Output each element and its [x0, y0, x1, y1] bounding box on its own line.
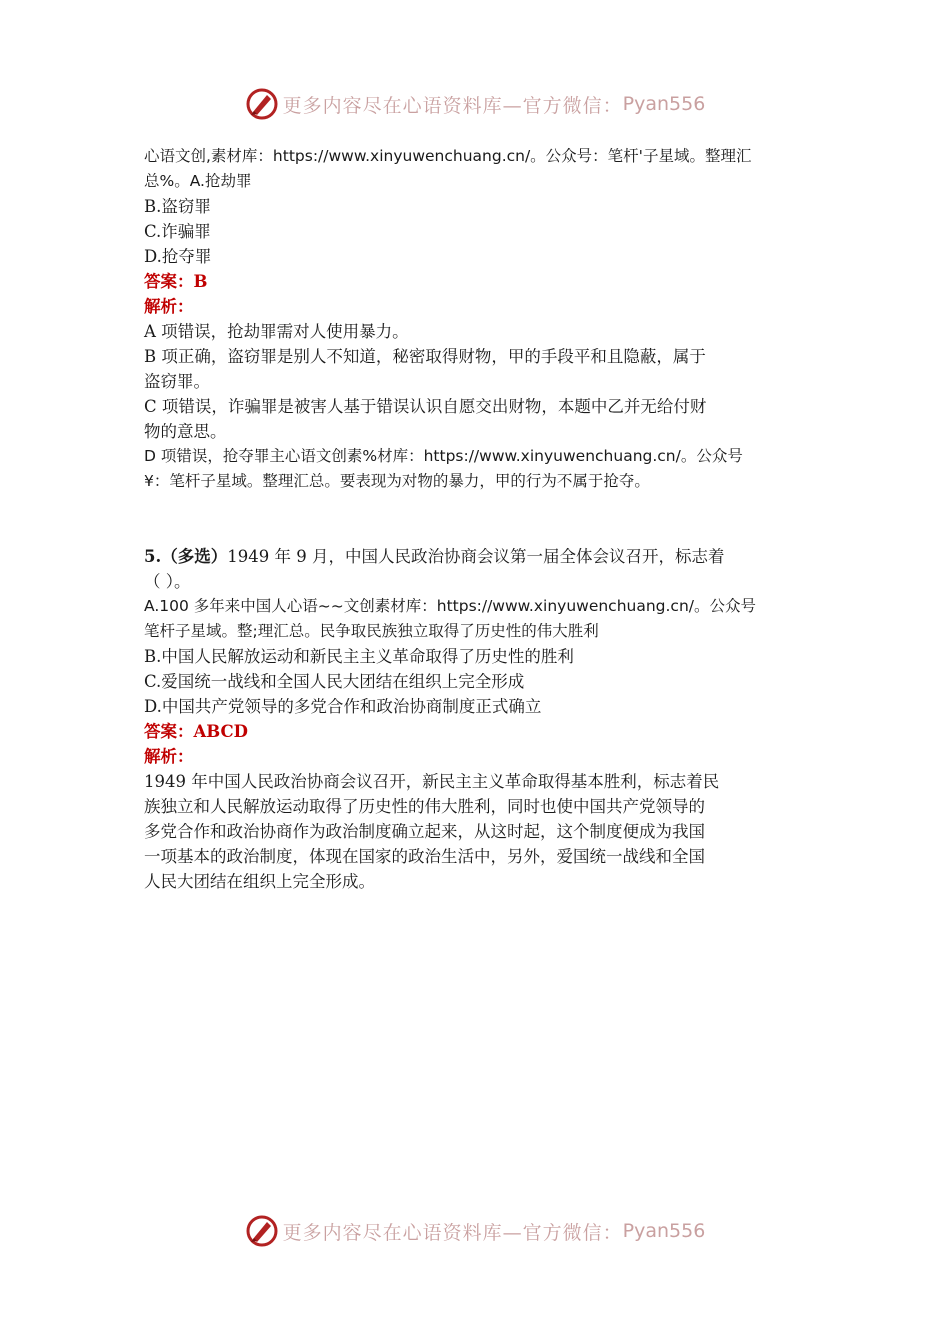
- q5-analysis-line: 族独立和人民解放运动取得了历史性的伟大胜利，同时也使中国共产党领导的: [144, 797, 705, 816]
- q5-stem-line2: （ ）。: [144, 572, 191, 591]
- document-body: [144, 144, 808, 894]
- q5-option-a: A.100 多年来中国人心语~~文创素材库：https://www.xinyuwenchuang.cn/。公众号: [144, 597, 757, 615]
- q5-analysis-line: 人民大团结在组织上完全形成。: [144, 872, 375, 891]
- q4-analysis-line: A 项错误，抢劫罪需对人使用暴力。: [144, 322, 409, 341]
- q4-analysis-label: 解析：: [144, 297, 194, 316]
- q5-option-c: C.爱国统一战线和全国人民大团结在组织上完全形成: [144, 672, 525, 691]
- footer-banner: [0, 1211, 950, 1251]
- q5-analysis-line: 多党合作和政治协商作为政治制度确立起来，从这时起，这个制度便成为我国: [144, 822, 705, 841]
- q4-analysis-line: D 项错误，抢夺罪主心语文创素%材库：https://www.xinyuwenchuang.cn/。公众号: [144, 447, 743, 465]
- banner-wechat-id: Pyan556: [622, 93, 706, 115]
- q5-analysis-line: 一项基本的政治制度，体现在国家的政治生活中，另外，爱国统一战线和全国: [144, 847, 705, 866]
- q5-stem: [144, 544, 808, 569]
- q5-answer: 答案：ABCD: [144, 722, 248, 741]
- q4-option-b: B.盗窃罪: [144, 197, 211, 216]
- q4-analysis-line: C 项错误，诈骗罪是被害人基于错误认识自愿交出财物，本题中乙并无给付财: [144, 397, 707, 416]
- pen-logo-icon: [245, 87, 279, 121]
- header-banner: [0, 84, 950, 124]
- q4-analysis-line: ¥：笔杆子星域。整理汇总。要表现为对物的暴力，甲的行为不属于抢夺。: [144, 472, 650, 490]
- q5-stem-text: 1949 年 9 月，中国人民政治协商会议第一届全体会议召开，标志着: [227, 547, 725, 566]
- q4-analysis-line: B 项正确，盗窃罪是别人不知道，秘密取得财物，甲的手段平和且隐蔽，属于: [144, 347, 706, 366]
- q5-analysis-line: 1949 年中国人民政治协商会议召开，新民主主义革命取得基本胜利，标志着民: [144, 772, 720, 791]
- q4-line: 总%。A.抢劫罪: [144, 172, 252, 190]
- banner-text: 更多内容尽在心语资料库—官方微信：: [282, 94, 623, 117]
- q4-option-d: D.抢夺罪: [144, 247, 212, 266]
- pen-logo-icon: [245, 1214, 279, 1248]
- banner-text: 更多内容尽在心语资料库—官方微信：: [282, 1221, 623, 1244]
- banner-wechat-id: Pyan556: [622, 1220, 706, 1242]
- q4-line: 心语文创,素材库：https://www.xinyuwenchuang.cn/。公众号：笔杆'子星域。整理汇: [144, 147, 752, 165]
- q4-answer: 答案：B: [144, 272, 208, 291]
- q5-option-b: B.中国人民解放运动和新民主主义革命取得了历史性的胜利: [144, 647, 574, 666]
- q5-number: 5.（多选）: [144, 547, 228, 566]
- q5-option-d: D.中国共产党领导的多党合作和政治协商制度正式确立: [144, 697, 542, 716]
- q5-option-a-cont: 笔杆子星域。整;理汇总。民争取民族独立取得了历史性的伟大胜利: [144, 622, 599, 640]
- q4-analysis-line: 盗窃罪。: [144, 372, 210, 391]
- q4-option-c: C.诈骗罪: [144, 222, 211, 241]
- q4-analysis-line: 物的意思。: [144, 422, 227, 441]
- q5-analysis-label: 解析：: [144, 747, 194, 766]
